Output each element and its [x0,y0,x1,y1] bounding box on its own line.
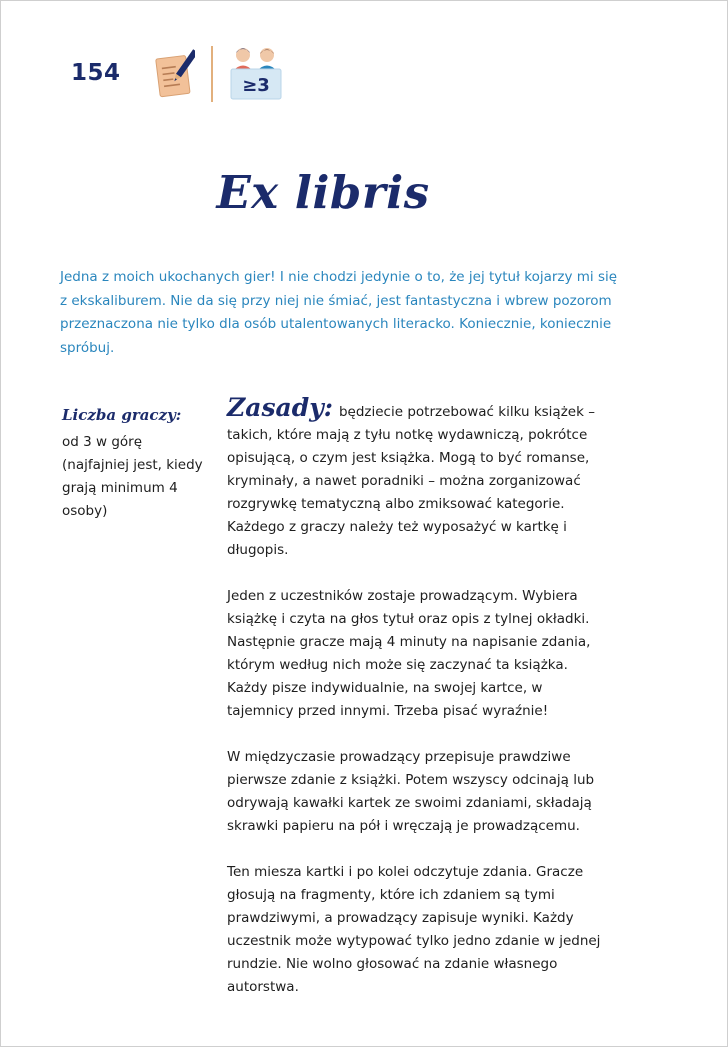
rules-paragraph-1 [227,393,611,562]
rules-paragraph-1-text: będziecie potrzebować kilku książek – takich, które mają z tyłu notkę wydawniczą, pokrótce opisującą, o czym jest książka. Mogą to być romanse, kryminały, a nawet poradniki – można zorganizować rozgrywkę tematyczną albo zmiksować kategorie. Każdego z graczy należy też wyposażyć w kartkę i długopis. [227,404,595,558]
players-icon [226,45,286,103]
icon-divider [211,46,213,102]
rules-paragraph-3: W międzyczasie prowadzący przepisuje prawdziwe pierwsze zdanie z książki. Potem wszyscy odcinają lub odrywają kawałki kartek ze swoimi zdaniami, składają skrawki papieru na pół i wręczają je prowadzącemu. [227,749,595,834]
page-number: 154 [71,60,121,86]
intro-paragraph: Jedna z moich ukochanych gier! I nie chodzi jedynie o to, że jej tytuł kojarzy mi się z ekskaliburem. Nie da się przy niej nie śmiać, jest fantastyczna i wbrew pozorom przeznaczona nie tylko dla osób utalentowanych literacko. Koniecznie, koniecznie spróbuj. [60,269,618,356]
rules-paragraph-4: Ten miesza kartki i po kolei odczytuje zdania. Gracze głosują na fragmenty, które ich zdaniem są tymi prawdziwymi, a prowadzący zapisuje wyniki. Każdy uczestnik może wytypować tylko jedno zdanie w jednej rundzie. Nie wolno głosować na zdanie własnego autorstwa. [227,864,601,995]
players-badge: ≥3 [242,75,270,96]
rules-heading: Zasady: [227,393,333,422]
rules-paragraph-2: Jeden z uczestników zostaje prowadzącym. Wybiera książkę i czyta na głos tytuł oraz opis z tylnej okładki. Następnie gracze mają 4 minuty na napisanie zdania, którym według nich może się zaczynać ta książka. Każdy pisze indywidualnie, na swojej kartce, w tajemnicy przed innymi. Trzeba pisać wyraźnie! [227,588,591,719]
rules-section [227,393,611,1022]
players-count-text: od 3 w górę (najfajniej jest, kiedy grają minimum 4 osoby) [62,434,203,519]
players-count-heading: Liczba graczy: [62,406,182,424]
writing-icon [153,49,195,101]
page-title: Ex libris [216,166,430,219]
